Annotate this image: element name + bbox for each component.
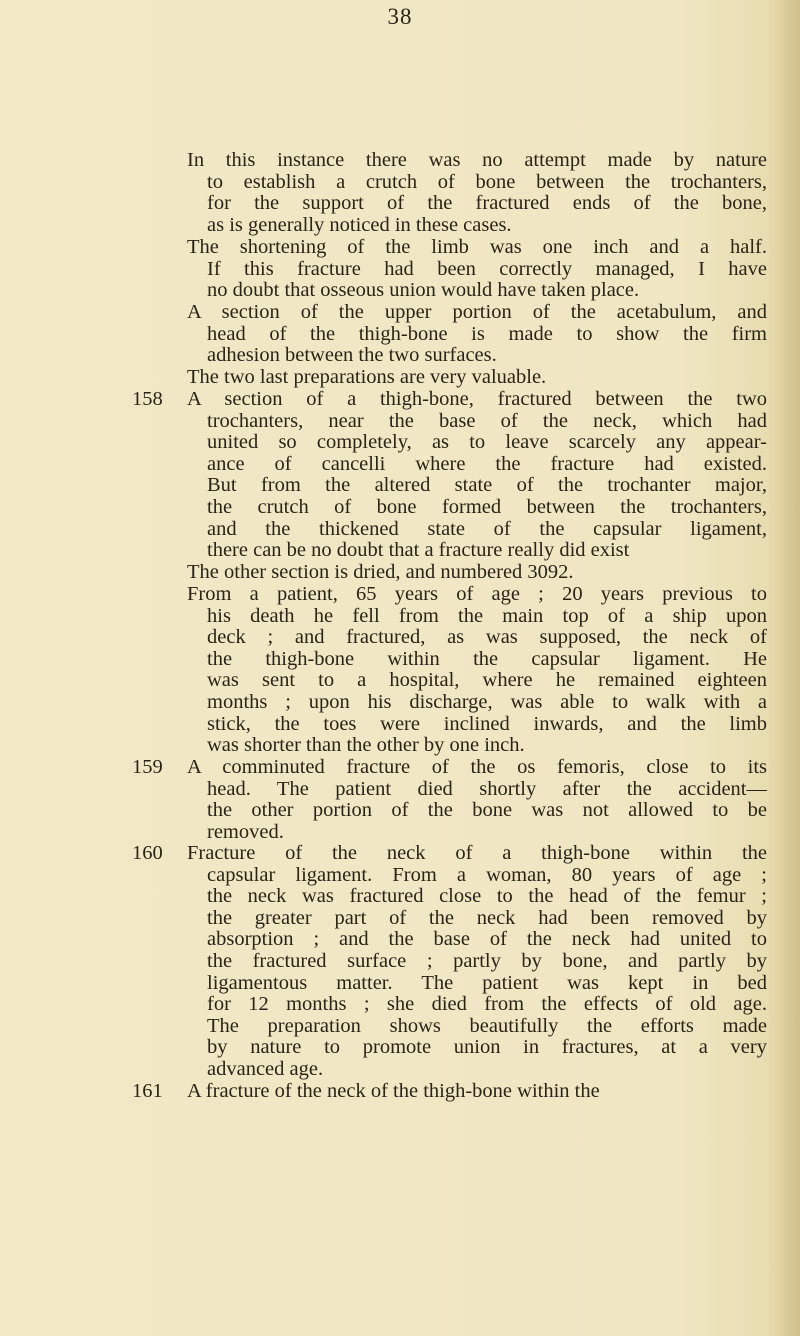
text-line: ligamentous matter. The patient was kept in bed (207, 971, 767, 994)
page-number: 38 (387, 4, 413, 29)
entry-number: 158 (132, 388, 163, 410)
text-line: advanced age. (207, 1058, 324, 1080)
text-line: The two last preparations are very valuable. (187, 366, 547, 388)
text-line: trochanters, near the base of the neck, which had (207, 409, 767, 432)
entry-number: 159 (132, 756, 163, 778)
text-line: The preparation shows beautifully the efforts made (207, 1014, 767, 1037)
text-line: the greater part of the neck had been removed by (207, 906, 767, 929)
text-line: ance of cancelli where the fracture had existed. (207, 452, 767, 475)
text-line: A section of a thigh-bone, fractured between the two (187, 388, 767, 410)
text-line: there can be no doubt that a fracture really did exist (207, 539, 630, 562)
text-line: stick, the toes were inclined inwards, and the limb (207, 712, 767, 735)
entry-number: 161 (132, 1080, 163, 1102)
text-line: no doubt that osseous union would have taken place. (207, 279, 640, 302)
text-line: to establish a crutch of bone between the trochanters, (207, 170, 767, 193)
text-line: was sent to a hospital, where he remained eighteen (207, 669, 767, 692)
text-line: his death he fell from the main top of a ship upon (207, 604, 767, 627)
text-line: removed. (207, 820, 284, 843)
text-line: as is generally noticed in these cases. (207, 213, 512, 236)
text-line: for 12 months ; she died from the effects of old age. (207, 993, 767, 1016)
text-line: capsular ligament. From a woman, 80 years of age ; (207, 863, 767, 886)
text-line: The other section is dried, and numbered 3092. (187, 561, 574, 583)
text-line: months ; upon his discharge, was able to walk with a (207, 691, 767, 713)
text-line: The shortening of the limb was one inch and a half. (187, 236, 767, 258)
text-line: united so completely, as to leave scarcely any appear- (207, 431, 767, 454)
text-line: by nature to promote union in fractures, at a very (207, 1036, 767, 1059)
text-line: the fractured surface ; partly by bone, and partly by (207, 950, 767, 972)
text-line: If this fracture had been correctly managed, I have (207, 257, 767, 280)
text-line: From a patient, 65 years of age ; 20 years previous to (187, 583, 767, 605)
text-line: A section of the upper portion of the acetabulum, and (187, 301, 767, 323)
entry-number: 160 (132, 842, 163, 864)
text-line: the crutch of bone formed between the trochanters, (207, 496, 767, 518)
text-line: deck ; and fractured, as was supposed, the neck of (207, 626, 767, 649)
text-line: was shorter than the other by one inch. (207, 734, 525, 757)
text-line: A fracture of the neck of the thigh-bone within the (187, 1080, 600, 1102)
text-line: for the support of the fractured ends of the bone, (207, 192, 767, 215)
text-line: In this instance there was no attempt made by nature (187, 149, 767, 171)
text-line: the neck was fractured close to the head of the femur ; (207, 885, 767, 908)
text-line: head of the thigh-bone is made to show the firm (207, 322, 767, 345)
text-line: head. The patient died shortly after the accident— (207, 777, 767, 800)
text-line: A comminuted fracture of the os femoris, close to its (187, 756, 767, 778)
text-line: adhesion between the two surfaces. (207, 344, 497, 367)
text-line: the thigh-bone within the capsular ligament. He (207, 647, 767, 670)
text-line: absorption ; and the base of the neck had united to (207, 928, 767, 951)
text-line: But from the altered state of the trochanter major, (207, 474, 767, 497)
text-line: the other portion of the bone was not allowed to be (207, 799, 767, 822)
text-line: and the thickened state of the capsular ligament, (207, 517, 767, 540)
text-line: Fracture of the neck of a thigh-bone within the (187, 842, 767, 864)
